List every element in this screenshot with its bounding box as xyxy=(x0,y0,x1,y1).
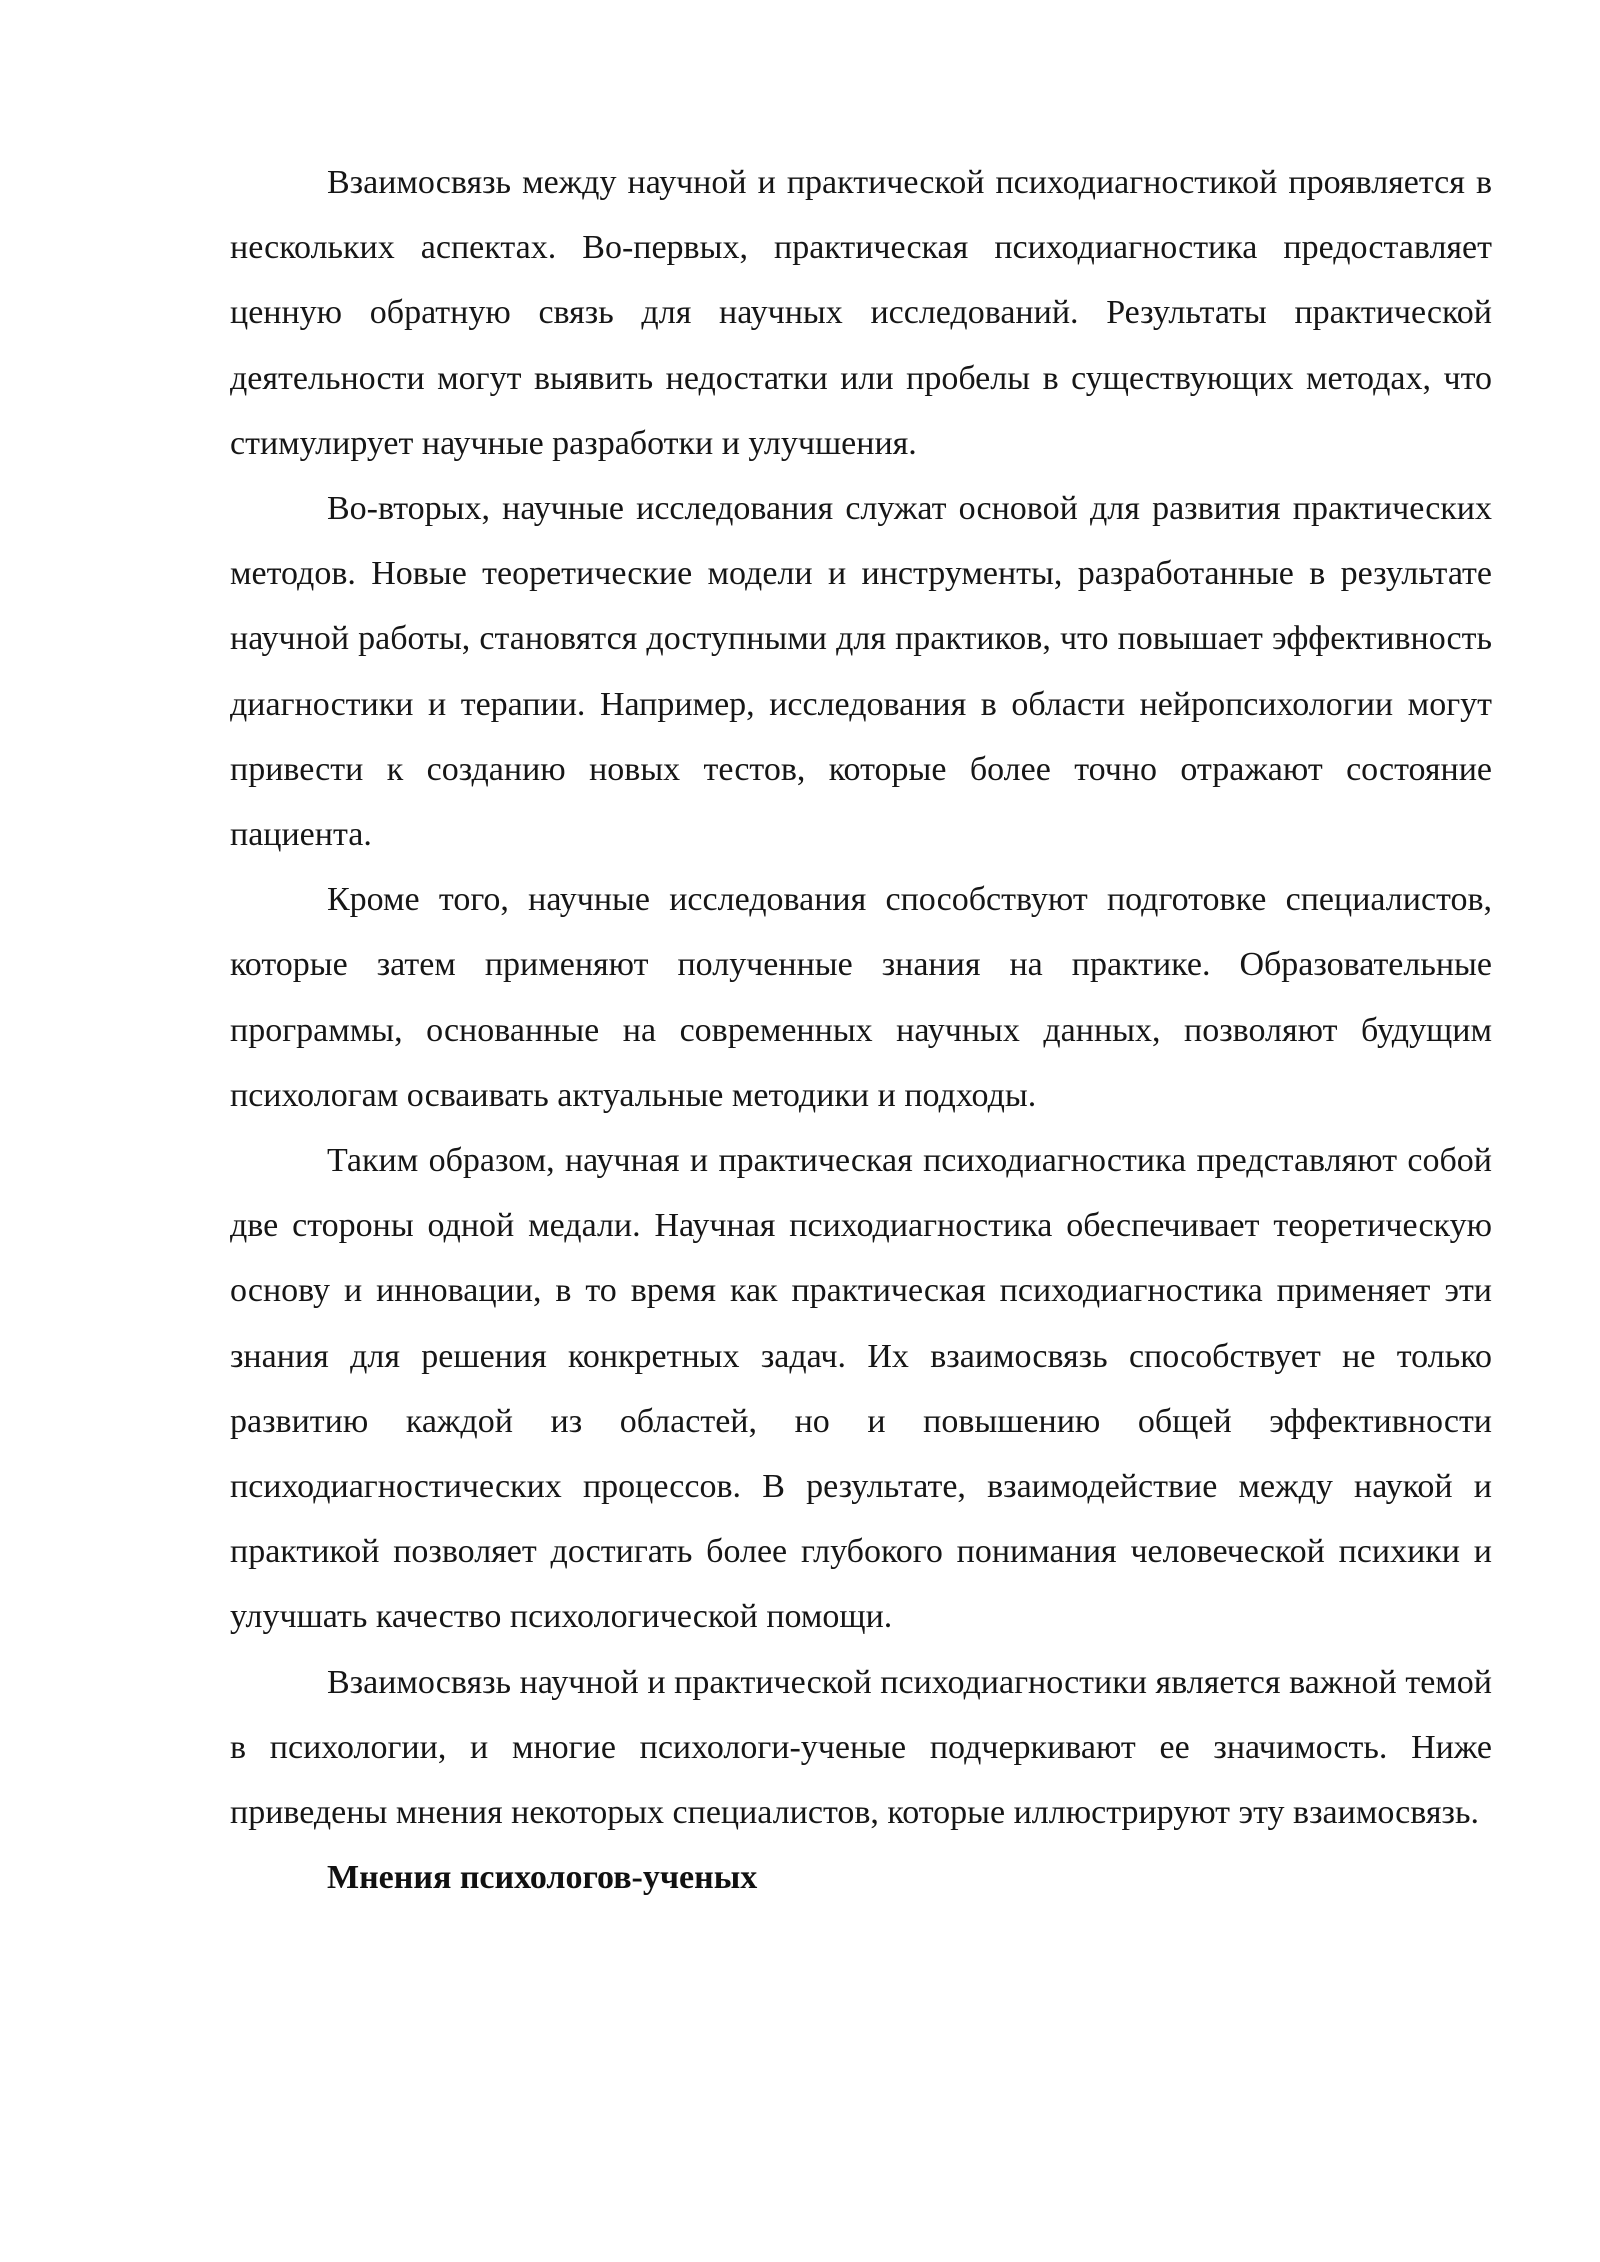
paragraph-scientists-opinions-intro: Взаимосвязь научной и практической психодиагностики является важной темой в психологии, и многие психологи-ученые подчеркивают ее значимость. Ниже приведены мнения некоторых специалистов, которые иллюстрируют эту взаимосвязь. xyxy=(230,1663,1492,1832)
paragraph-research-basis: Во-вторых, научные исследования служат основой для развития практических методов. Новые теоретические модели и инструменты, разработанные в результате научной работы, становятся доступными для практиков, что повышает эффективность диагностики и терапии. Например, исследования в области нейропсихологии могут привести к созданию новых тестов, которые более точно отражают состояние пациента. xyxy=(230,490,1492,854)
paragraph-specialist-training: Кроме того, научные исследования способствуют подготовке специалистов, которые затем применяют полученные знания на практике. Образовательные программы, основанные на современных научных данных, позволяют будущим психологам осваивать актуальные методики и подходы. xyxy=(230,881,1492,1114)
section-heading: Мнения психологов-ученых xyxy=(327,1859,758,1897)
document-body xyxy=(230,150,1492,1910)
paragraph-relationship-aspects: Взаимосвязь между научной и практической психодиагностикой проявляется в нескольких аспектах. Во-первых, практическая психодиагностика предоставляет ценную обратную связь для научных исследований. Результаты практической деятельности могут выявить недостатки или пробелы в существующих методах, что стимулирует научные разработки и улучшения. xyxy=(230,164,1492,462)
paragraph-conclusion: Таким образом, научная и практическая психодиагностика представляют собой две стороны одной медали. Научная психодиагностика обеспечивает теоретическую основу и инновации, в то время как практическая психодиагностика применяет эти знания для решения конкретных задач. Их взаимосвязь способствует не только развитию каждой из областей, но и повышению общей эффективности психодиагностических процессов. В результате, взаимодействие между наукой и практикой позволяет достигать более глубокого понимания человеческой психики и улучшать качество психологической помощи. xyxy=(230,1142,1492,1636)
